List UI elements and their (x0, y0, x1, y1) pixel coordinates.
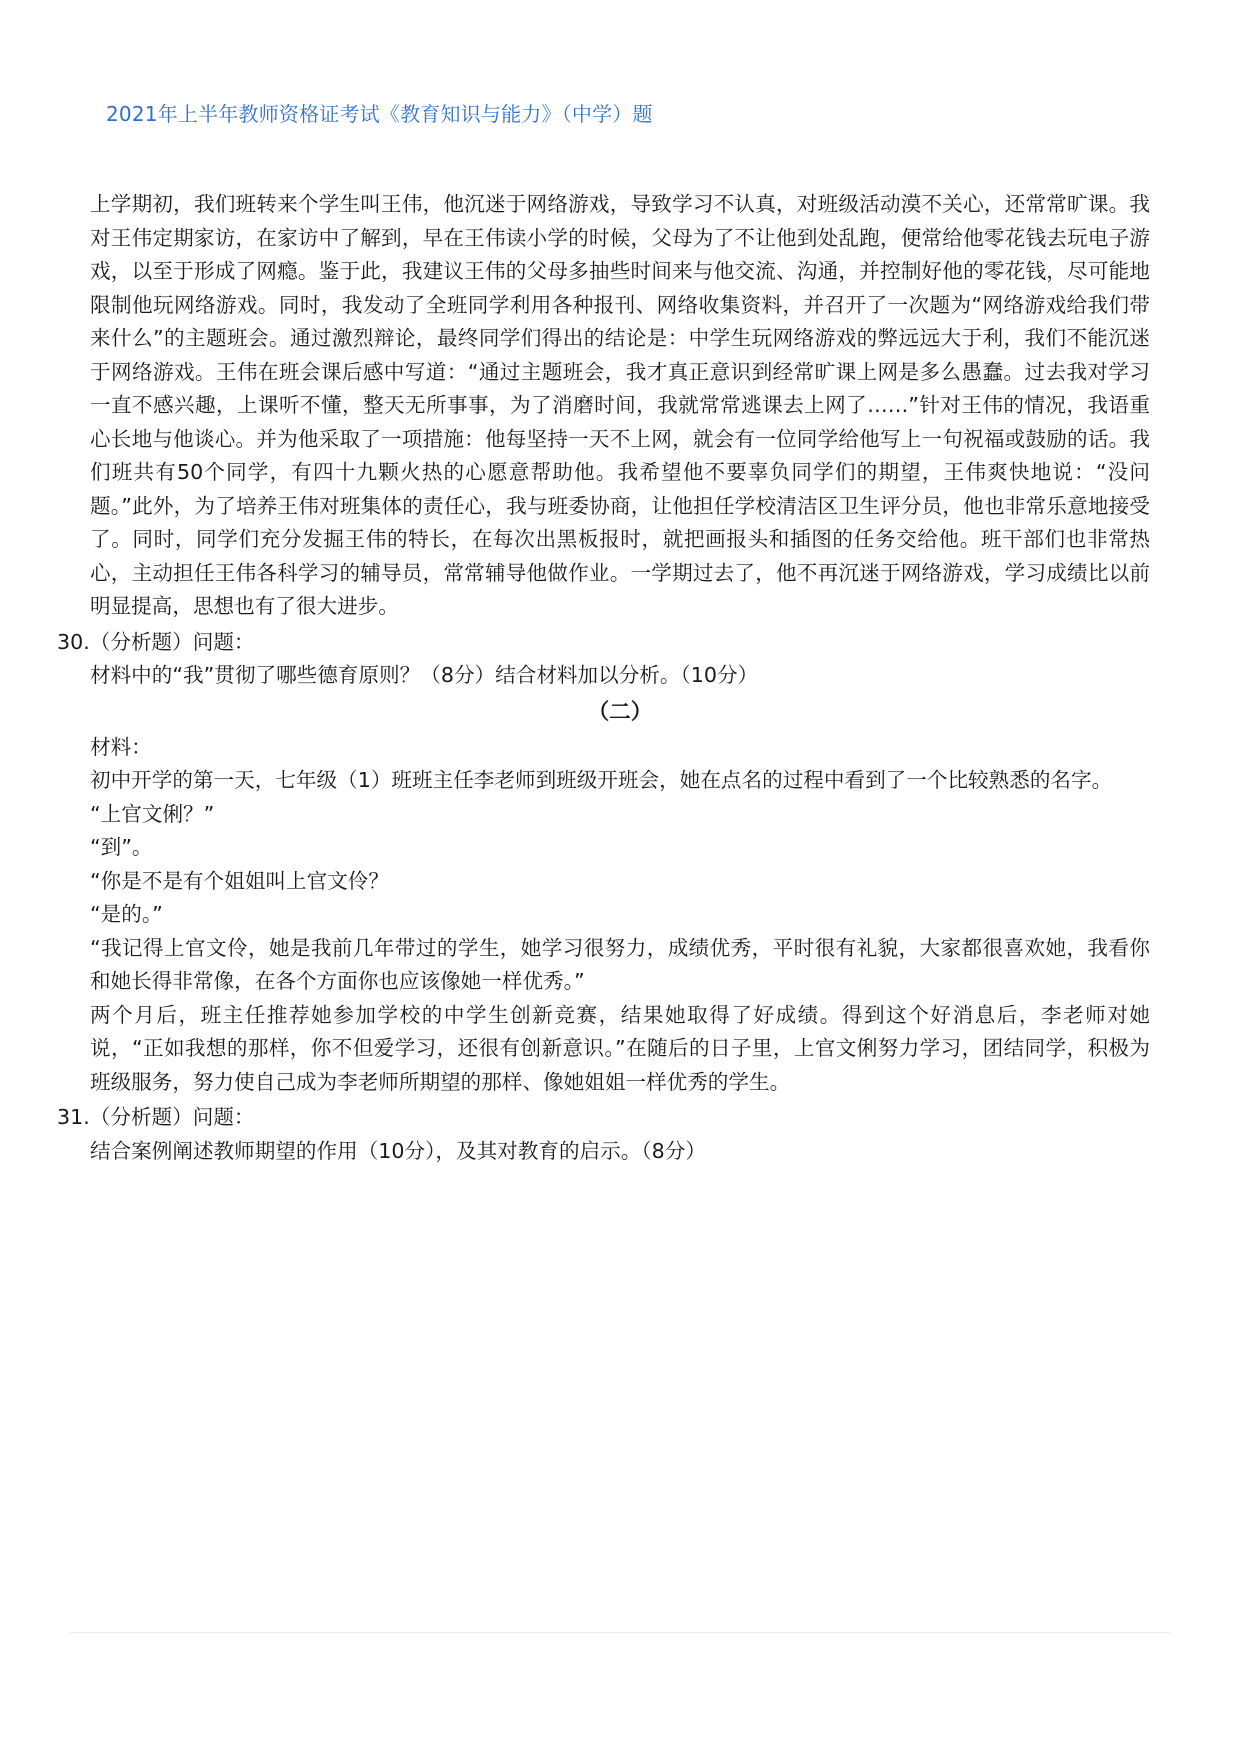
section-2-closing: 两个月后，班主任推荐她参加学校的中学生创新竞赛，结果她取得了好成绩。得到这个好消息后，李老师对她说，“正如我想的那样，你不但爱学习，还很有创新意识。”在随后的日子里，上官文俐努力学习，团结同学，积极为班级服务，努力使自己成为李老师所期望的那样、像她姐姐一样优秀的学生。 (90, 1002, 1150, 1094)
section-2-title: （二） (587, 699, 653, 725)
dialogue-line: “上官文俐？” (90, 801, 215, 826)
material-1-paragraph: 上学期初，我们班转来个学生叫王伟，他沉迷于网络游戏，导致学习不认真，对班级活动漠不关心，还常常旷课。我对王伟定期家访，在家访中了解到，早在王伟读小学的时候，父母为了不让他到处乱跑，便常给他零花钱去玩电子游戏，以至于形成了网瘾。鉴于此，我建议王伟的父母多抽些时间来与他交流、沟通，并控制好他的零花钱，尽可能地限制他玩网络游戏。同时，我发动了全班同学利用各种报刊、网络收集资料，并召开了一次题为“网络游戏给我们带来什么”的主题班会。通过激烈辩论，最终同学们得出的结论是：中学生玩网络游戏的弊远远大于利，我们不能沉迷于网络游戏。王伟在班会课后感中写道：“通过主题班会，我才真正意识到经常旷课上网是多么愚蠢。过去我对学习一直不感兴趣，上课听不懂，整天无所事事，为了消磨时间，我就常常逃课去上网了……”针对王伟的情况，我语重心长地与他谈心。并为他采取了一项措施：他每坚持一天不上网，就会有一位同学给他写上一句祝福或鼓励的话。我们班共有50个同学，有四十九颗火热的心愿意帮助他。我希望他不要辜负同学们的期望，王伟爽快地说：“没问题。”此外，为了培养王伟对班集体的责任心，我与班委协商，让他担任学校清洁区卫生评分员，他也非常乐意地接受了。同时，同学们充分发掘王伟的特长，在每次出黑板报时，就把画报头和插图的任务交给他。班干部们也非常热心，主动担任王伟各科学习的辅导员，常常辅导他做作业。一学期过去了，他不再沉迷于网络游戏，学习成绩比以前明显提高，思想也有了很大进步。 (90, 192, 1150, 618)
section-2-material-label: 材料： (90, 734, 152, 759)
dialogue-line: “到”。 (90, 835, 153, 859)
document-header-title: 2021年上半年教师资格证考试《教育知识与能力》（中学）题 (106, 102, 653, 126)
question-30-body: 材料中的“我”贯彻了哪些德育原则？（8分）结合材料加以分析。（10分） (90, 663, 759, 687)
dialogue-line: “你是不是有个姐姐叫上官文伶？ (90, 868, 389, 893)
dialogue-line: “我记得上官文伶，她是我前几年带过的学生，她学习很努力，成绩优秀，平时很有礼貌，大家都很喜欢她，我看你和她长得非常像，在各个方面你也应该像她一样优秀。” (90, 935, 1150, 993)
dialogue-line: “是的。” (90, 902, 163, 926)
question-30-heading: 30.（分析题）问题： (57, 629, 255, 654)
question-31-body: 结合案例阐述教师期望的作用（10分），及其对教育的启示。（8分） (90, 1138, 706, 1163)
question-31-heading: 31.（分析题）问题： (57, 1105, 255, 1129)
footer-divider (70, 1632, 1170, 1633)
section-2-intro: 初中开学的第一天，七年级（1）班班主任李老师到班级开班会，她在点名的过程中看到了一个比较熟悉的名字。 (90, 768, 1113, 792)
document-body (57, 188, 1150, 1168)
